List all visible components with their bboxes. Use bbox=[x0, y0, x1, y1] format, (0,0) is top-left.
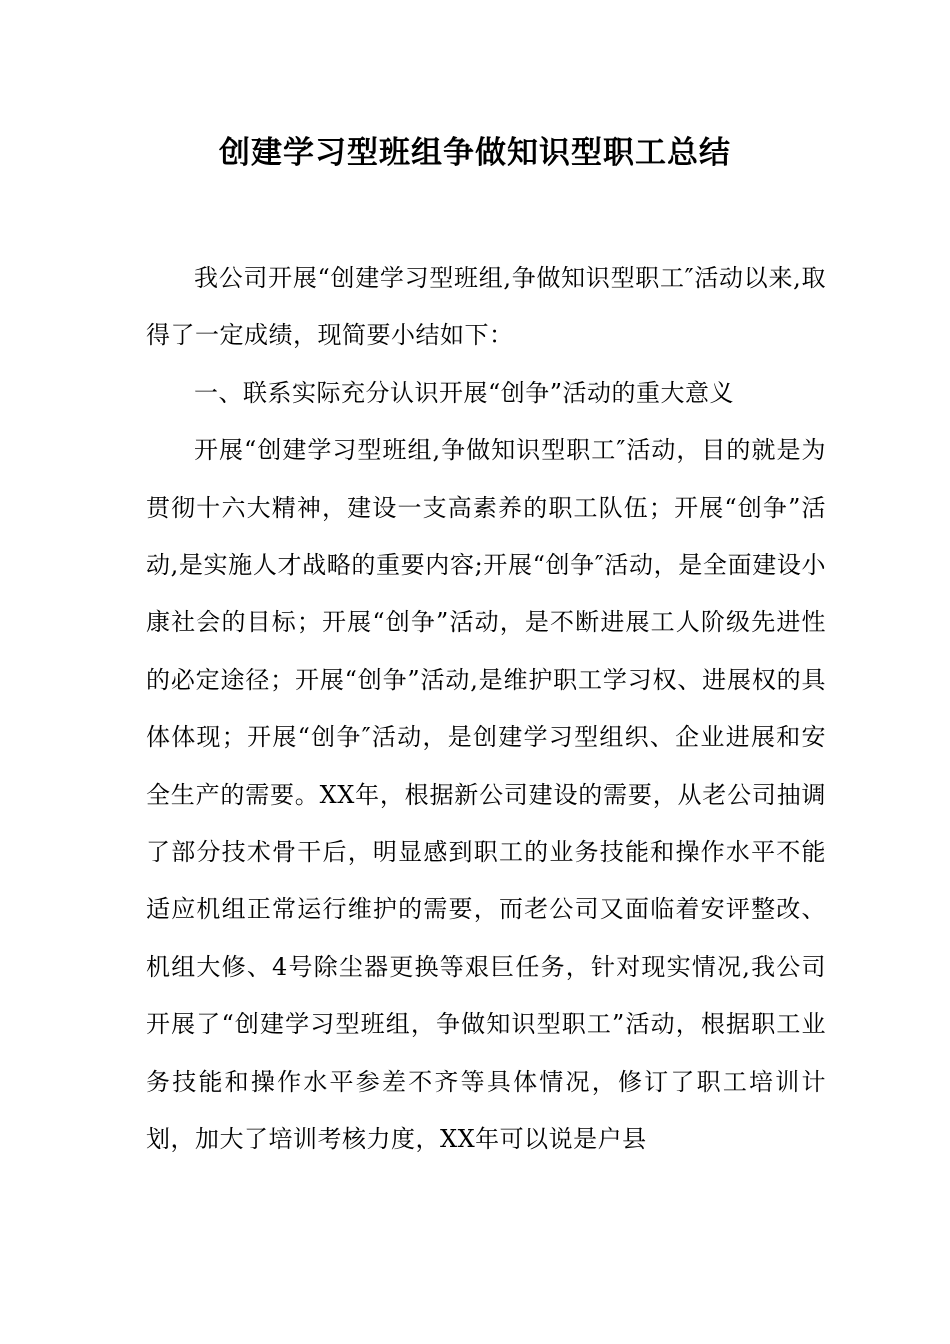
section-heading: 一、联系实际充分认识开展“创争”活动的重大意义 bbox=[194, 378, 735, 407]
document-body bbox=[146, 250, 826, 1169]
document-title: 创建学习型班组争做知识型职工总结 bbox=[219, 135, 731, 171]
intro-paragraph: 我公司开展“创建学习型班组,争做知识型职工″活动以来,取得了一定成绩，现简要小结如下： bbox=[146, 264, 826, 350]
body-paragraph: 开展“创建学习型班组,争做知识型职工″活动，目的就是为贯彻十六大精神，建设一支高素养的职工队伍；开展“创争”活动,是实施人才战略的重要内容;开展“创争″活动，是全面建设小康社会的目标；开展“创争”活动，是不断进展工人阶级先进性的必定途径；开展“创争”活动,是维护职工学习权、进展权的具体体现；开展“创争″活动，是创建学习型组织、企业进展和安全生产的需要。XX年，根据新公司建设的需要，从老公司抽调了部分技术骨干后，明显感到职工的业务技能和操作水平不能适应机组正常运行维护的需要，而老公司又面临着安评整改、机组大修、4号除尘器更换等艰巨任务，针对现实情况,我公司开展了“创建学习型班组，争做知识型职工”活动，根据职工业务技能和操作水平参差不齐等具体情况，修订了职工培训计划，加大了培训考核力度，XX年可以说是户县 bbox=[146, 436, 826, 1154]
